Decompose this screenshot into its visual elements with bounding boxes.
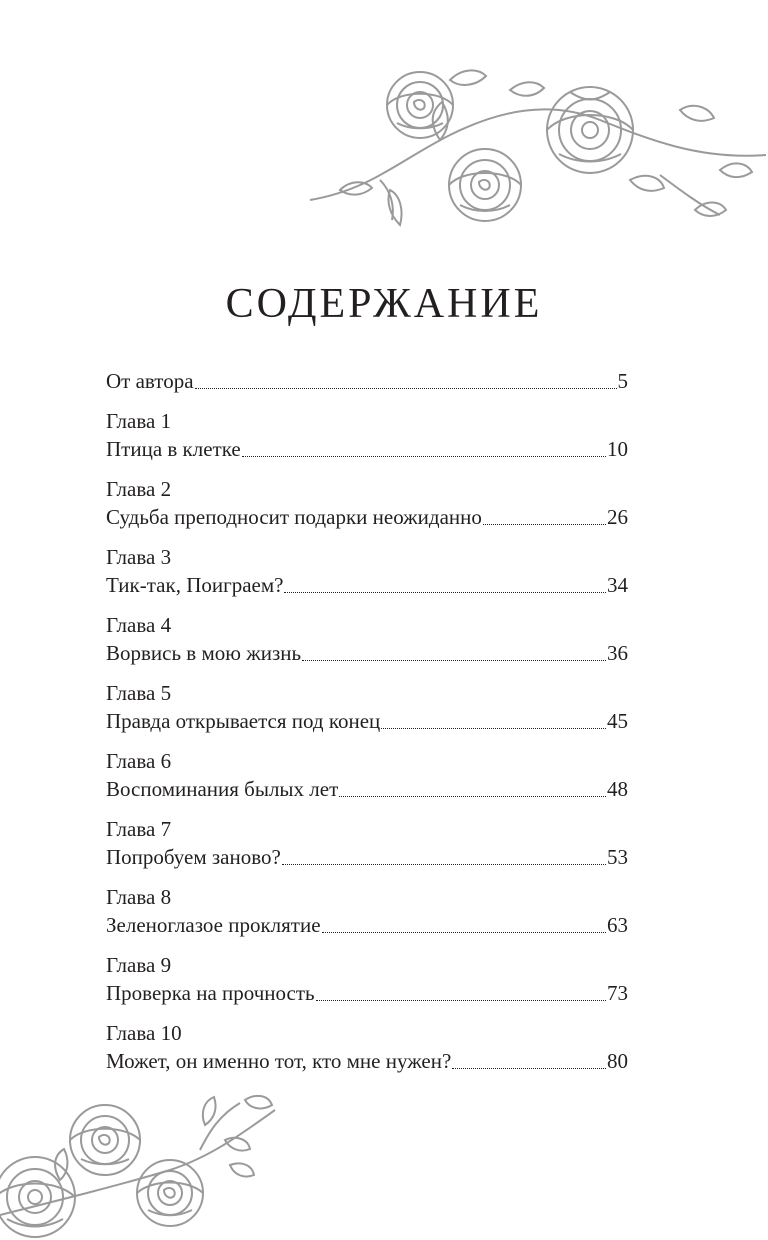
toc-dot-leader: [282, 863, 606, 865]
toc-entry: [106, 612, 628, 668]
toc-entry: [106, 367, 628, 396]
toc-chapter-label: Глава 4: [106, 613, 172, 637]
toc-line: [106, 843, 628, 872]
toc-entry: [106, 884, 628, 940]
toc-dot-leader: [322, 931, 606, 933]
toc-chapter-name: Судьба преподносит подарки неожиданно: [106, 505, 482, 529]
toc-chapter-name: От автора: [106, 369, 194, 393]
toc-line: [106, 571, 628, 600]
toc-entry: [106, 680, 628, 736]
toc-dot-leader: [302, 659, 606, 661]
toc-line: [106, 639, 628, 668]
toc-chapter-label: Глава 5: [106, 681, 172, 705]
toc-entry: [106, 544, 628, 600]
toc-chapter-name: Ворвись в мою жизнь: [106, 641, 302, 665]
toc-entry: [106, 816, 628, 872]
toc-line: [106, 775, 628, 804]
toc-chapter-label: Глава 2: [106, 477, 172, 501]
toc-dot-leader: [381, 727, 606, 729]
toc-chapter-label: Глава 7: [106, 817, 172, 841]
toc-page-number: 5: [617, 369, 628, 393]
toc-page-number: 36: [607, 641, 628, 665]
toc-page-number: 34: [607, 573, 628, 597]
toc-page-number: 48: [607, 777, 628, 801]
table-of-contents: [106, 367, 628, 1088]
toc-chapter-name: Тик-так, Поиграем?: [106, 573, 284, 597]
toc-page-number: 26: [607, 505, 628, 529]
toc-chapter-name: Зеленоглазое проклятие: [106, 913, 321, 937]
toc-page-number: 10: [607, 437, 628, 461]
toc-entry: [106, 408, 628, 464]
toc-entry: [106, 952, 628, 1008]
toc-chapter-name: Птица в клетке: [106, 437, 241, 461]
toc-dot-leader: [483, 523, 606, 525]
toc-chapter-label: Глава 6: [106, 749, 172, 773]
toc-page-number: 73: [607, 981, 628, 1005]
toc-line: [106, 707, 628, 736]
toc-chapter-label: Глава 3: [106, 545, 172, 569]
toc-page-number: 63: [607, 913, 628, 937]
toc-dot-leader: [316, 999, 606, 1001]
toc-page-number: 80: [607, 1049, 628, 1073]
toc-page-number: 53: [607, 845, 628, 869]
toc-dot-leader: [284, 591, 606, 593]
toc-dot-leader: [452, 1067, 606, 1069]
toc-chapter-label: Глава 10: [106, 1021, 182, 1045]
toc-dot-leader: [339, 795, 606, 797]
toc-entry: [106, 476, 628, 532]
toc-chapter-name: Проверка на прочность: [106, 981, 315, 1005]
toc-chapter-name: Попробуем заново?: [106, 845, 281, 869]
toc-dot-leader: [195, 387, 617, 389]
rose-ornament-top: [300, 40, 768, 230]
toc-chapter-name: Может, он именно тот, кто мне нужен?: [106, 1049, 452, 1073]
toc-dot-leader: [242, 455, 606, 457]
toc-chapter-label: Глава 8: [106, 885, 172, 909]
toc-line: [106, 979, 628, 1008]
toc-chapter-label: Глава 1: [106, 409, 172, 433]
toc-entry: [106, 748, 628, 804]
toc-line: [106, 911, 628, 940]
rose-ornament-bottom: [0, 1085, 290, 1240]
toc-chapter-name: Воспоминания былых лет: [106, 777, 339, 801]
toc-chapter-label: Глава 9: [106, 953, 172, 977]
toc-page-number: 45: [607, 709, 628, 733]
toc-entry: [106, 1020, 628, 1076]
toc-line: [106, 367, 628, 396]
toc-line: [106, 435, 628, 464]
toc-line: [106, 503, 628, 532]
toc-line: [106, 1047, 628, 1076]
page-title: СОДЕРЖАНИЕ: [225, 281, 543, 327]
toc-chapter-name: Правда открывается под конец: [106, 709, 381, 733]
